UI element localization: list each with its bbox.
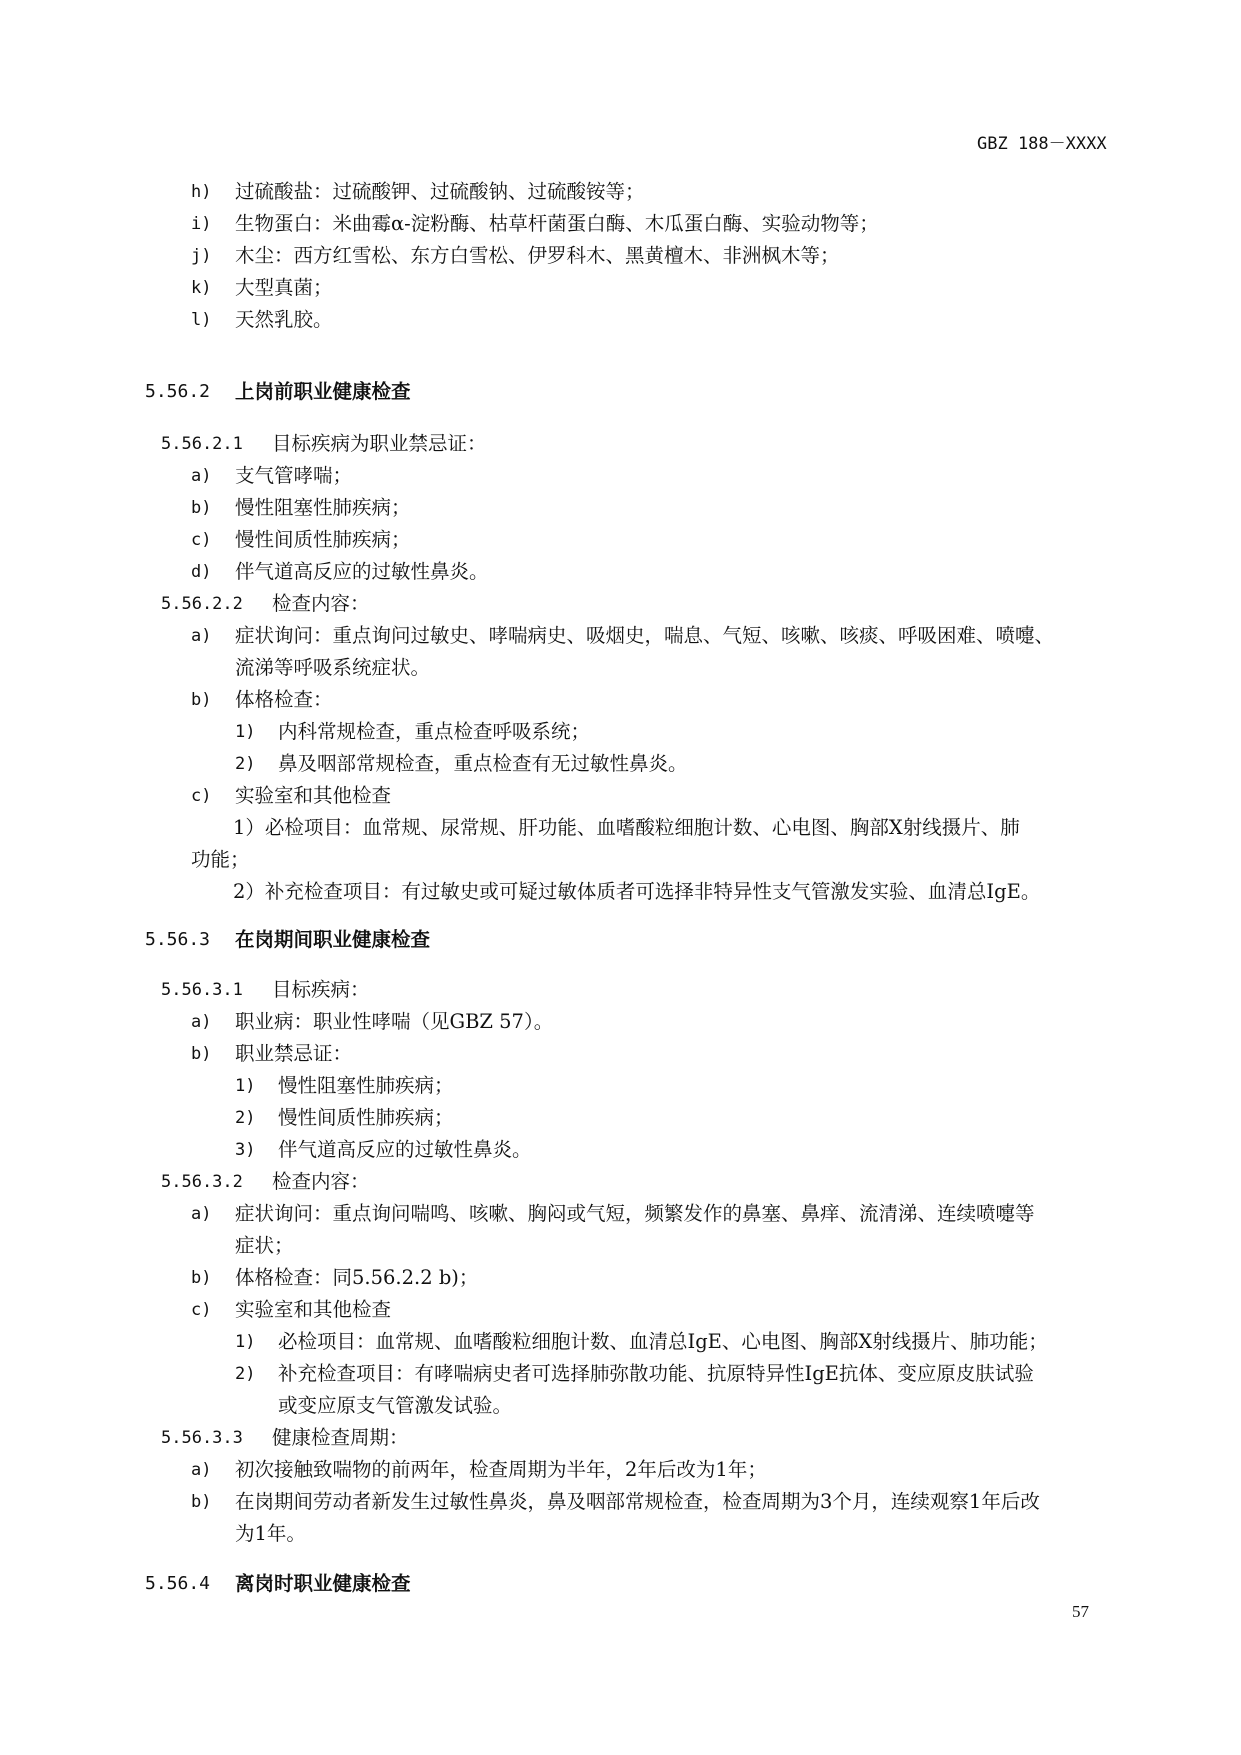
paragraph-continuation: 功能； <box>191 848 250 871</box>
section-heading: 在岗期间职业健康检查 <box>235 928 431 951</box>
sublist-marker: 3) <box>235 1140 256 1160</box>
list-item: 慢性阻塞性肺疾病； <box>235 496 411 519</box>
list-item: 天然乳胶。 <box>235 308 333 331</box>
section-number: 5.56.3 <box>145 929 211 950</box>
list-item-continuation: 流涕等呼吸系统症状。 <box>235 656 431 679</box>
section-heading: 上岗前职业健康检查 <box>235 380 411 403</box>
list-item: 职业禁忌证： <box>235 1042 353 1065</box>
subsection-number: 5.56.3.3 <box>161 1428 243 1448</box>
list-item: 体格检查：同5.56.2.2 b)； <box>235 1266 479 1289</box>
list-item: 慢性间质性肺疾病； <box>235 528 411 551</box>
page-number: 57 <box>1072 1602 1089 1621</box>
sublist-marker: 2) <box>235 1364 256 1384</box>
sublist-marker: 2) <box>235 754 256 774</box>
sublist-item: 鼻及咽部常规检查，重点检查有无过敏性鼻炎。 <box>278 752 688 775</box>
subsection-number: 5.56.2.1 <box>161 434 243 454</box>
sublist-item: 内科常规检查，重点检查呼吸系统； <box>278 720 591 743</box>
list-marker: h) <box>191 182 212 202</box>
subsection-title: 健康检查周期： <box>272 1426 409 1449</box>
sublist-marker: 1) <box>235 1332 256 1352</box>
list-item: 实验室和其他检查 <box>235 1298 392 1321</box>
subsection-title: 检查内容： <box>272 1170 370 1193</box>
list-marker: j) <box>191 246 212 266</box>
list-marker: a) <box>191 1204 212 1224</box>
subsection-number: 5.56.2.2 <box>161 594 243 614</box>
list-marker: a) <box>191 626 212 646</box>
list-marker: k) <box>191 278 212 298</box>
list-item-continuation: 症状； <box>235 1234 294 1257</box>
list-item: 木尘：西方红雪松、东方白雪松、伊罗科木、黑黄檀木、非洲枫木等； <box>235 244 840 267</box>
section-number: 5.56.4 <box>145 1573 211 1594</box>
section-heading: 离岗时职业健康检查 <box>235 1572 411 1595</box>
list-item: 初次接触致喘物的前两年，检查周期为半年，2年后改为1年； <box>235 1458 767 1481</box>
list-item-continuation: 为1年。 <box>235 1522 306 1545</box>
list-item: 症状询问：重点询问过敏史、哮喘病史、吸烟史，喘息、气短、咳嗽、咳痰、呼吸困难、喷嚏、 <box>235 624 1055 647</box>
list-marker: a) <box>191 1012 212 1032</box>
document-id-header: GBZ 188－XXXX <box>977 134 1107 154</box>
list-marker: b) <box>191 498 212 518</box>
list-marker: b) <box>191 1044 212 1064</box>
subsection-number: 5.56.3.2 <box>161 1172 243 1192</box>
sublist-marker: 1) <box>235 1076 256 1096</box>
list-item: 症状询问：重点询问喘鸣、咳嗽、胸闷或气短，频繁发作的鼻塞、鼻痒、流清涕、连续喷嚏等 <box>235 1202 1035 1225</box>
sublist-item: 慢性阻塞性肺疾病； <box>278 1074 454 1097</box>
list-marker: c) <box>191 530 212 550</box>
list-marker: b) <box>191 1492 212 1512</box>
list-marker: b) <box>191 690 212 710</box>
list-item: 职业病：职业性哮喘（见GBZ 57）。 <box>235 1010 554 1033</box>
list-item: 体格检查： <box>235 688 333 711</box>
subsection-title: 检查内容： <box>272 592 370 615</box>
list-marker: a) <box>191 466 212 486</box>
subsection-title: 目标疾病为职业禁忌证： <box>272 432 487 455</box>
list-marker: d) <box>191 562 212 582</box>
list-item: 大型真菌； <box>235 276 333 299</box>
list-marker: a) <box>191 1460 212 1480</box>
paragraph: 1）必检项目：血常规、尿常规、肝功能、血嗜酸粒细胞计数、心电图、胸部X射线摄片、肺 <box>233 816 1020 839</box>
list-marker: i) <box>191 214 212 234</box>
list-item: 在岗期间劳动者新发生过敏性鼻炎，鼻及咽部常规检查，检查周期为3个月，连续观察1年后改 <box>235 1490 1040 1513</box>
list-item: 实验室和其他检查 <box>235 784 392 807</box>
paragraph: 2）补充检查项目：有过敏史或可疑过敏体质者可选择非特异性支气管激发实验、血清总IgE。 <box>233 880 1041 903</box>
list-item: 支气管哮喘； <box>235 464 353 487</box>
sublist-marker: 1) <box>235 722 256 742</box>
sublist-item: 补充检查项目：有哮喘病史者可选择肺弥散功能、抗原特异性IgE抗体、变应原皮肤试验 <box>278 1362 1034 1385</box>
sublist-item: 必检项目：血常规、血嗜酸粒细胞计数、血清总IgE、心电图、胸部X射线摄片、肺功能； <box>278 1330 1048 1353</box>
list-marker: b) <box>191 1268 212 1288</box>
list-marker: c) <box>191 1300 212 1320</box>
list-item: 过硫酸盐：过硫酸钾、过硫酸钠、过硫酸铵等； <box>235 180 645 203</box>
subsection-number: 5.56.3.1 <box>161 980 243 1000</box>
list-item: 生物蛋白：米曲霉α-淀粉酶、枯草杆菌蛋白酶、木瓜蛋白酶、实验动物等； <box>235 212 879 235</box>
section-number: 5.56.2 <box>145 381 211 402</box>
list-marker: l) <box>191 310 212 330</box>
sublist-item: 慢性间质性肺疾病； <box>278 1106 454 1129</box>
list-marker: c) <box>191 786 212 806</box>
list-item: 伴气道高反应的过敏性鼻炎。 <box>235 560 489 583</box>
sublist-item: 伴气道高反应的过敏性鼻炎。 <box>278 1138 532 1161</box>
sublist-item-continuation: 或变应原支气管激发试验。 <box>278 1394 513 1417</box>
subsection-title: 目标疾病： <box>272 978 370 1001</box>
sublist-marker: 2) <box>235 1108 256 1128</box>
